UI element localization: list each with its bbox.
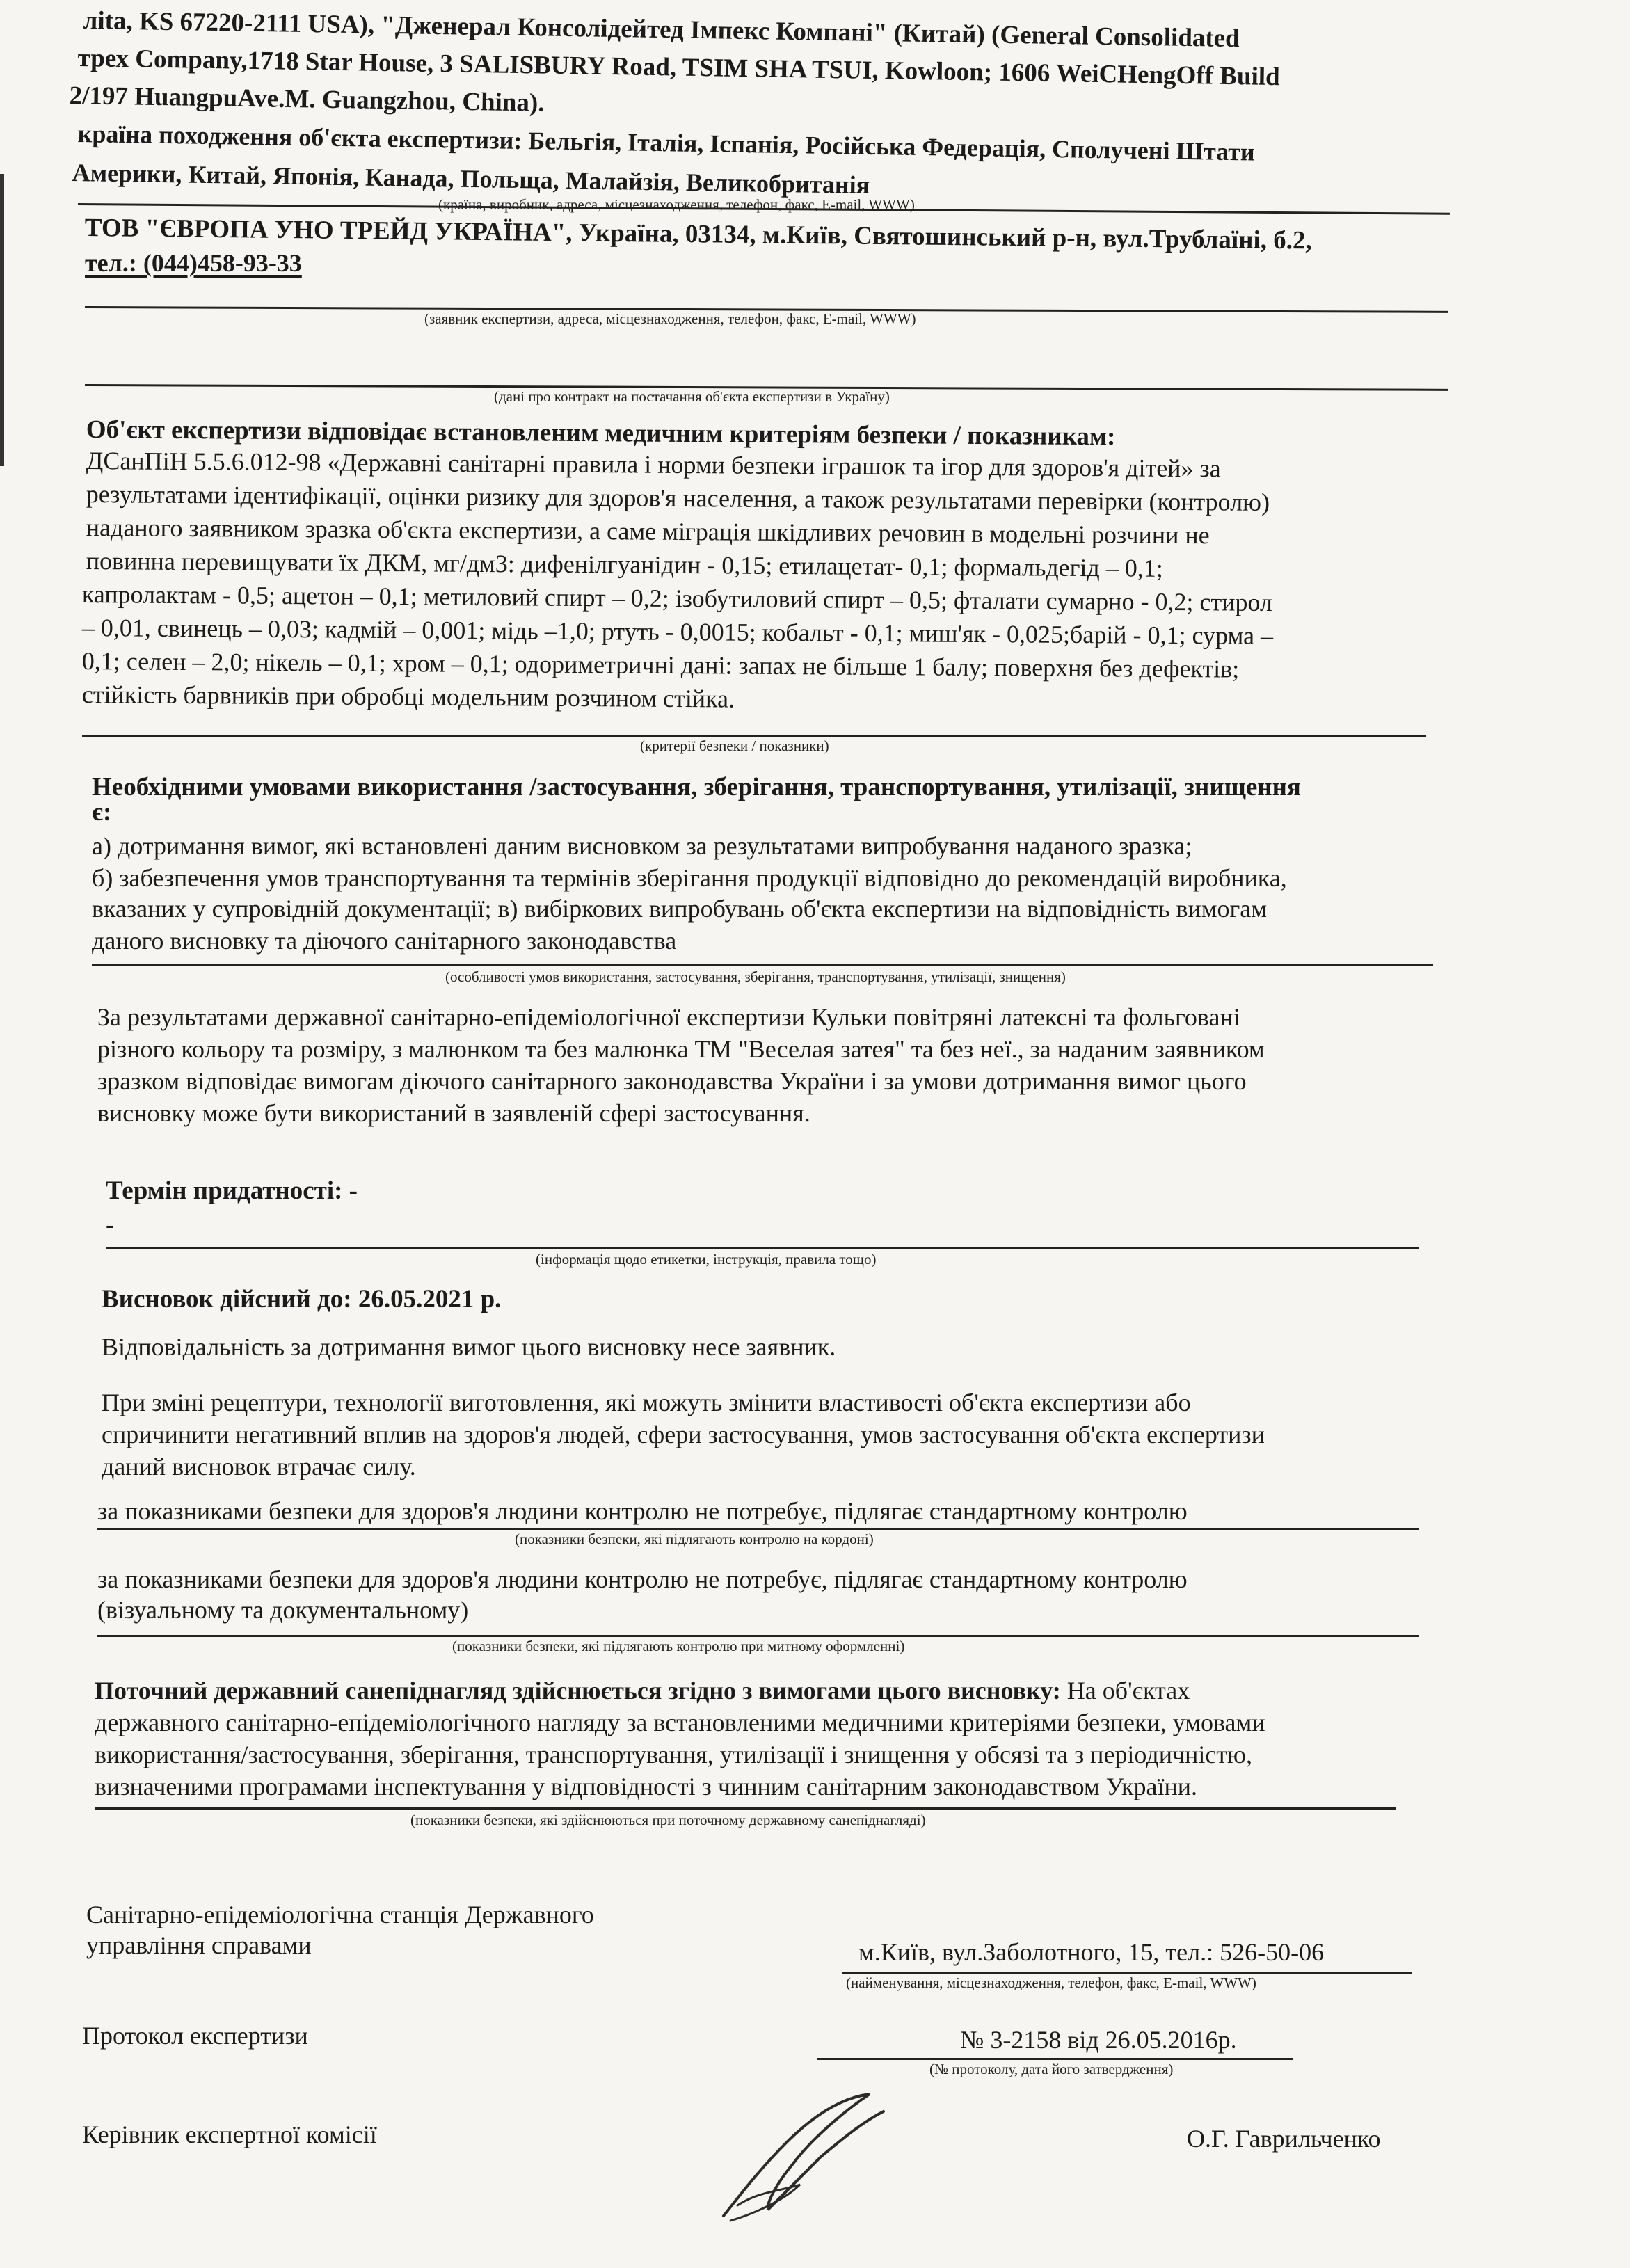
caption-country: (країна, виробник, адреса, місцезнаходження, телефон, факс, E-mail, WWW) — [438, 196, 915, 213]
handwritten-signature — [710, 2087, 904, 2226]
border-control-text: за показниками безпеки для здоров'я людини контролю не потребує, підлягає стандартному контролю — [97, 1497, 1188, 1525]
commission-head-name: О.Г. Гаврильченко — [1187, 2125, 1381, 2153]
safety-line: капролактам - 0,5; ацетон – 0,1; метиловий спирт – 0,2; ізобутиловий спирт – 0,5; фталати сумарно - 0,2; стирол — [81, 580, 1273, 616]
change-line: даний висновок втрачає силу. — [102, 1453, 416, 1480]
result-line: різного кольору та розміру, з малюнком та без малюнка ТМ "Веселая затея" та без неї., за наданим заявником — [97, 1035, 1265, 1063]
caption-supervision: (показники безпеки, які здійснюються при поточному державному санепіднагляді) — [410, 1812, 926, 1828]
country-line-1: країна походження об'єкта експертизи: Бельгія, Італія, Іспанія, Російська Федерація, Сполучені Штати — [77, 119, 1256, 166]
caption-conditions: (особливості умов використання, застосування, зберігання, транспортування, утилізації, знищення) — [445, 968, 1066, 985]
divider — [106, 1247, 1419, 1249]
station-line-2: управління справами — [86, 1931, 312, 1959]
supervision-line-1 — [95, 1675, 1190, 1706]
caption-shelf-life: (інформація щодо етикетки, інструкція, правила тощо) — [536, 1251, 877, 1268]
supervision-line: державного санітарно-епідеміологічного нагляду за встановленими медичними критеріями безпеки, умовами — [95, 1709, 1265, 1736]
conditions-line: вказаних у супровідній документації; в) вибіркових випробувань об'єкта експертизи на відповідність вимогам — [92, 895, 1268, 923]
divider — [97, 1528, 1419, 1530]
change-line: При зміні рецептури, технології виготовлення, які можуть змінити властивості об'єкта експертизи або — [102, 1389, 1191, 1416]
result-line: висновку може бути використаний в заявленій сфері застосування. — [97, 1099, 810, 1127]
customs-control-line-1: за показниками безпеки для здоров'я людини контролю не потребує, підлягає стандартному контролю — [97, 1565, 1188, 1593]
applicant-line-1: ТОВ "ЄВРОПА УНО ТРЕЙД УКРАЇНА", Україна, 03134, м.Київ, Святошинський р-н, вул.Трублаїні, б.2, — [84, 213, 1313, 255]
divider — [97, 1635, 1419, 1637]
station-address: м.Київ, вул.Заболотного, 15, тел.: 526-50-06 — [858, 1938, 1325, 1966]
conditions-line: а) дотримання вимог, які встановлені даним висновком за результатами випробування наданого зразка; — [92, 832, 1192, 860]
scan-margin-mark — [0, 174, 4, 466]
caption-safety: (критерії безпеки / показники) — [640, 737, 829, 754]
producer-line-3: 2/197 HuangpuAve.M. Guangzhou, China). — [69, 81, 545, 118]
commission-head-label: Керівник експертної комісії — [82, 2121, 377, 2148]
conditions-heading-cont: є: — [92, 798, 112, 826]
safety-line: стійкість барвників при обробці модельним розчином стійка. — [81, 680, 735, 713]
safety-line: наданого заявником зразка об'єкта експертизи, а саме міграція шкідливих речовин в модельні розчини не — [86, 513, 1210, 550]
divider — [92, 964, 1433, 966]
result-line: зразком відповідає вимогам діючого санітарного законодавства України і за умови дотримання вимог цього — [97, 1067, 1247, 1095]
country-line-2: Америки, Китай, Японія, Канада, Польща, Малайзія, Великобританія — [72, 158, 870, 200]
conditions-heading: Необхідними умовами використання /застосування, зберігання, транспортування, утилізації, знищення — [92, 773, 1301, 801]
change-line: спричинити негативний вплив на здоров'я людей, сфери застосування, умов застосування об'єкта експертизи — [102, 1421, 1265, 1448]
shelf-life-label: Термін придатності: - — [106, 1176, 358, 1205]
safety-line: повинна перевищувати їх ДКМ, мг/дм3: дифенілгуанідин - 0,15; етилацетат- 0,1; формальдегід – 0,1; — [86, 546, 1163, 582]
supervision-line: визначеними програмами інспектування у відповідності з чинним санітарним законодавством України. — [95, 1773, 1198, 1800]
caption-customs-control: (показники безпеки, які підлягають контролю при митному оформленні) — [452, 1638, 905, 1654]
conditions-line: б) забезпечення умов транспортування та термінів зберігання продукції відповідно до рекомендацій виробника, — [92, 864, 1287, 892]
responsibility-text: Відповідальність за дотримання вимог цього висновку несе заявник. — [102, 1333, 836, 1361]
protocol-value: № 3-2158 від 26.05.2016р. — [960, 2026, 1237, 2054]
divider — [95, 1807, 1396, 1810]
applicant-line-2: тел.: (044)458-93-33 — [85, 249, 302, 277]
caption-border-control: (показники безпеки, які підлягають контролю на кордоні) — [515, 1531, 874, 1547]
safety-heading: Об'єкт експертизи відповідає встановленим медичним критеріям безпеки / показникам: — [86, 415, 1116, 452]
producer-line-2: трех Company,1718 Star House, 3 SALISBURY Road, TSIM SHA TSUI, Kowloon; 1606 WeiCHengOff Build — [77, 43, 1280, 92]
supervision-lead-tail: На об'єктах — [1066, 1677, 1190, 1704]
supervision-line: використання/застосування, зберігання, транспортування, утилізації і знищення у обсязі та з періодичністю, — [95, 1741, 1252, 1768]
shelf-life-dash: - — [106, 1211, 114, 1238]
divider — [842, 1972, 1412, 1974]
caption-applicant: (заявник експертизи, адреса, місцезнаходження, телефон, факс, E-mail, WWW) — [424, 310, 916, 327]
validity-label: Висновок дійсний до: 26.05.2021 р. — [102, 1285, 502, 1313]
safety-line: результатами ідентифікації, оцінки ризику для здоров'я населення, а також результатами перевірки (контролю) — [86, 479, 1270, 516]
divider — [82, 735, 1426, 737]
supervision-lead: Поточний державний санепіднагляд здійснюється згідно з вимогами цього висновку: — [95, 1677, 1061, 1704]
caption-protocol: (№ протоколу, дата його затвердження) — [929, 2061, 1174, 2077]
conditions-line: даного висновку та діючого санітарного законодавства — [92, 927, 677, 955]
customs-control-line-2: (візуальному та документальному) — [97, 1596, 469, 1624]
caption-contract: (дані про контракт на постачання об'єкта експертизи в Україну) — [494, 388, 890, 405]
protocol-label: Протокол експертизи — [82, 2022, 308, 2050]
safety-line: ДСанПіН 5.5.6.012-98 «Державні санітарні правила і норми безпеки іграшок та ігор для здоров'я дітей» за — [86, 446, 1221, 483]
producer-line-1: лita, KS 67220-2111 USA), "Дженерал Консолідейтед Імпекс Компані" (Китай) (General Consolidated — [83, 6, 1240, 54]
safety-line: – 0,01, свинець – 0,03; кадмій – 0,001; мідь –1,0; ртуть - 0,0015; кобальт - 0,1; миш'як - 0,025;барій - 0,1; сурма – — [81, 613, 1274, 650]
safety-line: 0,1; селен – 2,0; нікель – 0,1; хром – 0,1; одориметричні дані: запах не більше 1 балу; поверхня без дефектів; — [81, 646, 1240, 683]
divider — [817, 2058, 1293, 2060]
result-line: За результатами державної санітарно-епідеміологічної експертизи Кульки повітряні латексні та фольговані — [97, 1003, 1240, 1031]
station-line-1: Санітарно-епідеміологічна станція Державного — [86, 1901, 594, 1928]
caption-address: (найменування, місцезнаходження, телефон, факс, E-mail, WWW) — [846, 1974, 1256, 1991]
